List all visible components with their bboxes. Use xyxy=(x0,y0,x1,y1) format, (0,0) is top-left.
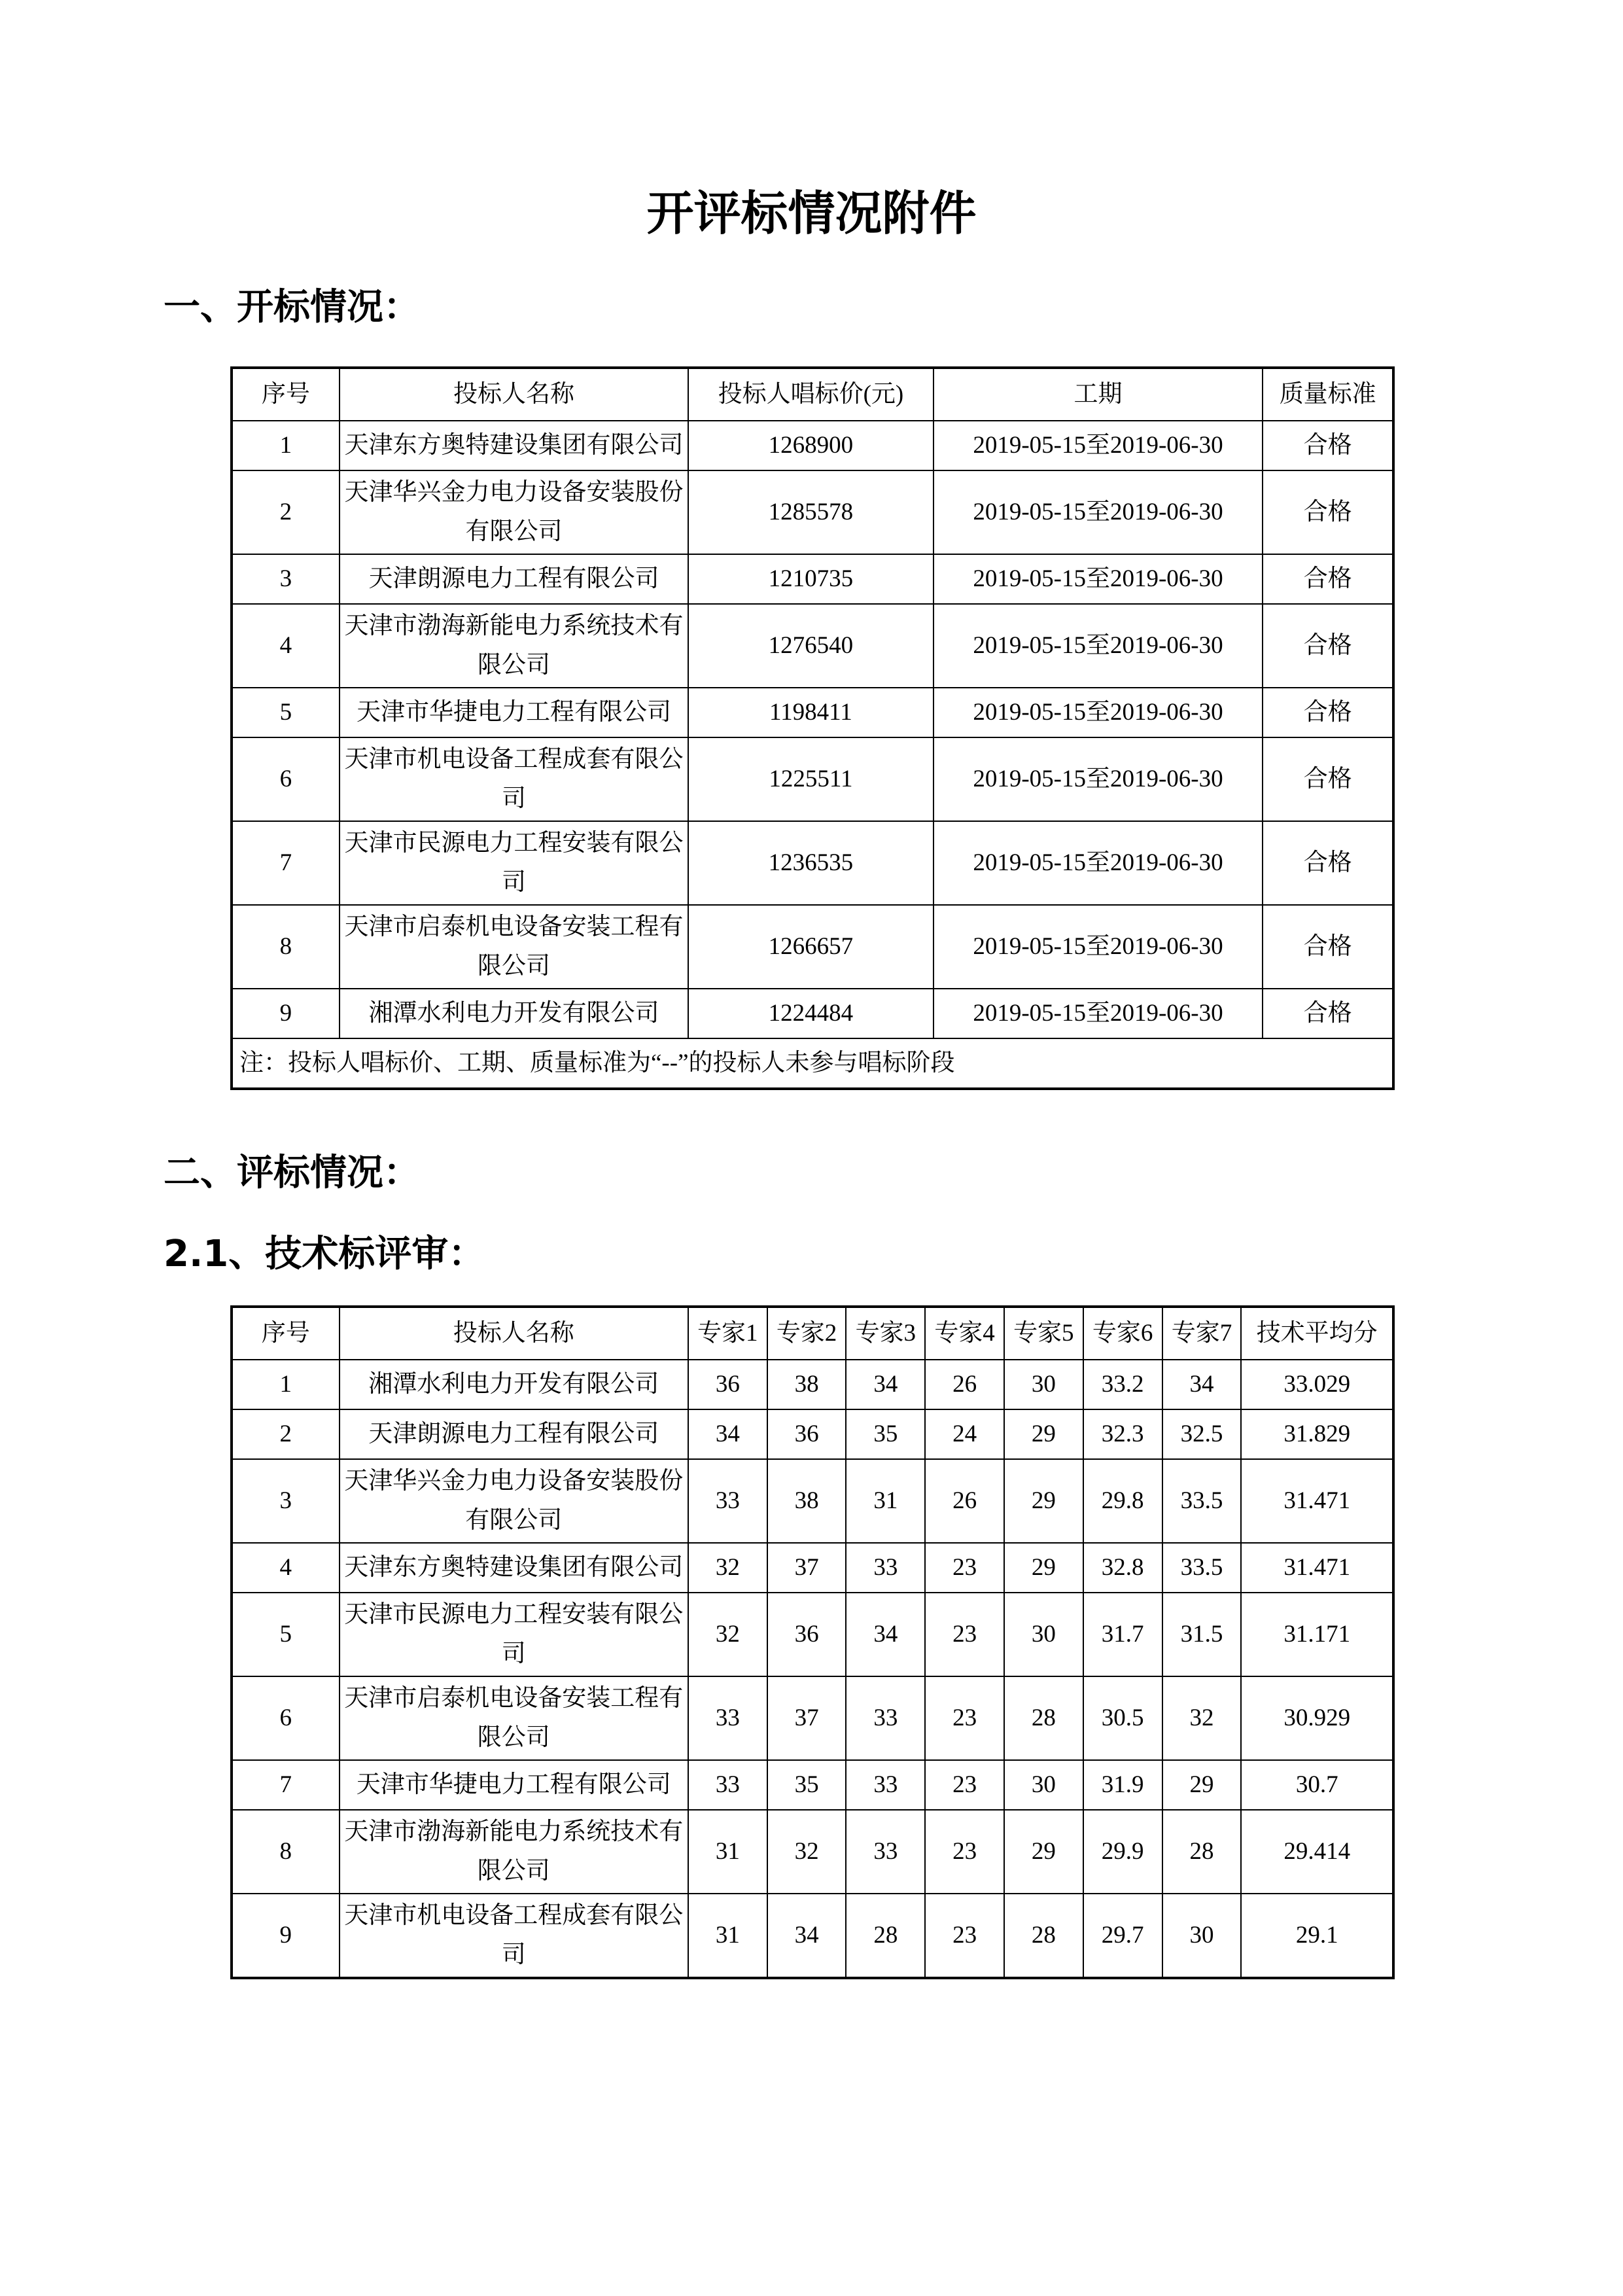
quality-cell: 合格 xyxy=(1263,554,1393,604)
table-row xyxy=(232,421,1393,470)
score-cell: 33 xyxy=(846,1543,925,1593)
header-cell: 专家3 xyxy=(846,1307,925,1360)
header-cell: 专家7 xyxy=(1162,1307,1242,1360)
score-cell: 31 xyxy=(688,1894,767,1978)
score-cell: 23 xyxy=(925,1676,1004,1760)
score-cell: 23 xyxy=(925,1593,1004,1676)
table-note-row xyxy=(232,1038,1393,1089)
bidder-name-cell: 天津东方奥特建设集团有限公司 xyxy=(340,421,689,470)
table-row xyxy=(232,1760,1393,1810)
header-cell: 序号 xyxy=(232,1307,340,1360)
header-cell: 专家1 xyxy=(688,1307,767,1360)
table-row xyxy=(232,1810,1393,1894)
quality-cell: 合格 xyxy=(1263,989,1393,1038)
average-score-cell: 31.471 xyxy=(1241,1543,1393,1593)
score-cell: 34 xyxy=(688,1409,767,1459)
period-cell: 2019-05-15至2019-06-30 xyxy=(934,470,1263,554)
score-cell: 30 xyxy=(1162,1894,1242,1978)
score-cell: 34 xyxy=(846,1593,925,1676)
score-cell: 28 xyxy=(1004,1894,1083,1978)
bidder-name-cell: 天津市民源电力工程安装有限公司 xyxy=(340,1593,688,1676)
table-row xyxy=(232,1676,1393,1760)
seq-cell: 4 xyxy=(232,1543,340,1593)
score-cell: 35 xyxy=(767,1760,846,1810)
table-row xyxy=(232,604,1393,688)
table-header-row xyxy=(232,368,1393,421)
header-cell: 投标人名称 xyxy=(340,1307,688,1360)
section-heading-technical-review: 2.1、技术标评审： xyxy=(164,1233,485,1275)
section-heading-bid-opening: 一、开标情况： xyxy=(164,286,420,328)
period-cell: 2019-05-15至2019-06-30 xyxy=(934,821,1263,905)
quality-cell: 合格 xyxy=(1263,737,1393,821)
header-cell: 投标人唱标价(元) xyxy=(688,368,933,421)
score-cell: 36 xyxy=(767,1593,846,1676)
bid-price-cell: 1285578 xyxy=(688,470,933,554)
bidder-name-cell: 天津朗源电力工程有限公司 xyxy=(340,554,689,604)
header-cell: 技术平均分 xyxy=(1241,1307,1393,1360)
average-score-cell: 29.414 xyxy=(1241,1810,1393,1894)
seq-cell: 9 xyxy=(232,989,340,1038)
score-cell: 29 xyxy=(1004,1543,1083,1593)
score-cell: 32 xyxy=(767,1810,846,1894)
bidder-name-cell: 天津市民源电力工程安装有限公司 xyxy=(340,821,689,905)
score-cell: 31 xyxy=(846,1459,925,1543)
bidder-name-cell: 天津华兴金力电力设备安装股份有限公司 xyxy=(340,1459,688,1543)
header-cell: 专家5 xyxy=(1004,1307,1083,1360)
score-cell: 30 xyxy=(1004,1360,1083,1409)
score-cell: 26 xyxy=(925,1360,1004,1409)
score-cell: 29.8 xyxy=(1083,1459,1162,1543)
bid-price-cell: 1268900 xyxy=(688,421,933,470)
score-cell: 36 xyxy=(767,1409,846,1459)
header-cell: 序号 xyxy=(232,368,340,421)
score-cell: 31.5 xyxy=(1162,1593,1242,1676)
score-cell: 38 xyxy=(767,1360,846,1409)
section-heading-evaluation: 二、评标情况： xyxy=(164,1152,420,1194)
table-row xyxy=(232,554,1393,604)
quality-cell: 合格 xyxy=(1263,470,1393,554)
seq-cell: 2 xyxy=(232,470,340,554)
bid-price-cell: 1236535 xyxy=(688,821,933,905)
average-score-cell: 31.829 xyxy=(1241,1409,1393,1459)
header-cell: 工期 xyxy=(934,368,1263,421)
period-cell: 2019-05-15至2019-06-30 xyxy=(934,905,1263,989)
average-score-cell: 31.171 xyxy=(1241,1593,1393,1676)
score-cell: 28 xyxy=(1004,1676,1083,1760)
score-cell: 37 xyxy=(767,1543,846,1593)
table-row xyxy=(232,688,1393,737)
score-cell: 29 xyxy=(1162,1760,1242,1810)
score-cell: 30 xyxy=(1004,1593,1083,1676)
period-cell: 2019-05-15至2019-06-30 xyxy=(934,554,1263,604)
score-cell: 32 xyxy=(1162,1676,1242,1760)
score-cell: 32.8 xyxy=(1083,1543,1162,1593)
score-cell: 33.5 xyxy=(1162,1543,1242,1593)
technical-review-table xyxy=(230,1305,1395,1979)
table-header-row xyxy=(232,1307,1393,1360)
score-cell: 33.5 xyxy=(1162,1459,1242,1543)
seq-cell: 6 xyxy=(232,1676,340,1760)
score-cell: 37 xyxy=(767,1676,846,1760)
bidder-name-cell: 湘潭水利电力开发有限公司 xyxy=(340,1360,688,1409)
header-cell: 投标人名称 xyxy=(340,368,689,421)
seq-cell: 7 xyxy=(232,1760,340,1810)
score-cell: 28 xyxy=(846,1894,925,1978)
seq-cell: 8 xyxy=(232,1810,340,1894)
table-row xyxy=(232,1593,1393,1676)
seq-cell: 3 xyxy=(232,554,340,604)
header-cell: 专家6 xyxy=(1083,1307,1162,1360)
seq-cell: 5 xyxy=(232,1593,340,1676)
seq-cell: 1 xyxy=(232,1360,340,1409)
score-cell: 35 xyxy=(846,1409,925,1459)
bidder-name-cell: 天津市机电设备工程成套有限公司 xyxy=(340,737,689,821)
score-cell: 29 xyxy=(1004,1810,1083,1894)
bidder-name-cell: 天津市渤海新能电力系统技术有限公司 xyxy=(340,1810,688,1894)
seq-cell: 4 xyxy=(232,604,340,688)
header-cell: 质量标准 xyxy=(1263,368,1393,421)
table-row xyxy=(232,821,1393,905)
period-cell: 2019-05-15至2019-06-30 xyxy=(934,604,1263,688)
score-cell: 33 xyxy=(688,1676,767,1760)
bid-price-cell: 1224484 xyxy=(688,989,933,1038)
table-row xyxy=(232,1543,1393,1593)
table-row xyxy=(232,737,1393,821)
score-cell: 32 xyxy=(688,1593,767,1676)
score-cell: 33 xyxy=(846,1810,925,1894)
seq-cell: 2 xyxy=(232,1409,340,1459)
average-score-cell: 33.029 xyxy=(1241,1360,1393,1409)
table-row xyxy=(232,1360,1393,1409)
bid-price-cell: 1198411 xyxy=(688,688,933,737)
quality-cell: 合格 xyxy=(1263,821,1393,905)
bidder-name-cell: 天津市华捷电力工程有限公司 xyxy=(340,688,689,737)
score-cell: 29.9 xyxy=(1083,1810,1162,1894)
seq-cell: 5 xyxy=(232,688,340,737)
score-cell: 23 xyxy=(925,1894,1004,1978)
score-cell: 36 xyxy=(688,1360,767,1409)
table-row xyxy=(232,1459,1393,1543)
bidder-name-cell: 天津朗源电力工程有限公司 xyxy=(340,1409,688,1459)
page-title: 开评标情况附件 xyxy=(646,186,977,241)
score-cell: 29 xyxy=(1004,1459,1083,1543)
score-cell: 34 xyxy=(767,1894,846,1978)
seq-cell: 6 xyxy=(232,737,340,821)
score-cell: 30.5 xyxy=(1083,1676,1162,1760)
score-cell: 32 xyxy=(688,1543,767,1593)
seq-cell: 3 xyxy=(232,1459,340,1543)
bid-price-cell: 1276540 xyxy=(688,604,933,688)
bidder-name-cell: 天津市启泰机电设备安装工程有限公司 xyxy=(340,1676,688,1760)
quality-cell: 合格 xyxy=(1263,421,1393,470)
average-score-cell: 30.7 xyxy=(1241,1760,1393,1810)
score-cell: 26 xyxy=(925,1459,1004,1543)
table-row xyxy=(232,470,1393,554)
score-cell: 31 xyxy=(688,1810,767,1894)
quality-cell: 合格 xyxy=(1263,688,1393,737)
score-cell: 33 xyxy=(846,1760,925,1810)
header-cell: 专家2 xyxy=(767,1307,846,1360)
bid-price-cell: 1225511 xyxy=(688,737,933,821)
table-note: 注：投标人唱标价、工期、质量标准为“--”的投标人未参与唱标阶段 xyxy=(232,1038,1393,1089)
period-cell: 2019-05-15至2019-06-30 xyxy=(934,737,1263,821)
seq-cell: 7 xyxy=(232,821,340,905)
score-cell: 31.9 xyxy=(1083,1760,1162,1810)
header-cell: 专家4 xyxy=(925,1307,1004,1360)
score-cell: 33.2 xyxy=(1083,1360,1162,1409)
quality-cell: 合格 xyxy=(1263,905,1393,989)
score-cell: 29.7 xyxy=(1083,1894,1162,1978)
score-cell: 32.3 xyxy=(1083,1409,1162,1459)
quality-cell: 合格 xyxy=(1263,604,1393,688)
score-cell: 38 xyxy=(767,1459,846,1543)
period-cell: 2019-05-15至2019-06-30 xyxy=(934,421,1263,470)
table-row xyxy=(232,1409,1393,1459)
score-cell: 32.5 xyxy=(1162,1409,1242,1459)
score-cell: 34 xyxy=(846,1360,925,1409)
period-cell: 2019-05-15至2019-06-30 xyxy=(934,989,1263,1038)
bid-opening-table xyxy=(230,366,1395,1090)
score-cell: 23 xyxy=(925,1543,1004,1593)
seq-cell: 9 xyxy=(232,1894,340,1978)
bidder-name-cell: 天津市启泰机电设备安装工程有限公司 xyxy=(340,905,689,989)
score-cell: 33 xyxy=(846,1676,925,1760)
seq-cell: 8 xyxy=(232,905,340,989)
score-cell: 33 xyxy=(688,1760,767,1810)
table-row xyxy=(232,989,1393,1038)
bidder-name-cell: 天津市华捷电力工程有限公司 xyxy=(340,1760,688,1810)
bid-price-cell: 1210735 xyxy=(688,554,933,604)
average-score-cell: 30.929 xyxy=(1241,1676,1393,1760)
bidder-name-cell: 天津东方奥特建设集团有限公司 xyxy=(340,1543,688,1593)
average-score-cell: 31.471 xyxy=(1241,1459,1393,1543)
score-cell: 28 xyxy=(1162,1810,1242,1894)
bidder-name-cell: 天津华兴金力电力设备安装股份有限公司 xyxy=(340,470,689,554)
score-cell: 30 xyxy=(1004,1760,1083,1810)
period-cell: 2019-05-15至2019-06-30 xyxy=(934,688,1263,737)
score-cell: 23 xyxy=(925,1760,1004,1810)
table-row xyxy=(232,905,1393,989)
bidder-name-cell: 天津市渤海新能电力系统技术有限公司 xyxy=(340,604,689,688)
score-cell: 33 xyxy=(688,1459,767,1543)
score-cell: 29 xyxy=(1004,1409,1083,1459)
table-row xyxy=(232,1894,1393,1978)
score-cell: 34 xyxy=(1162,1360,1242,1409)
score-cell: 31.7 xyxy=(1083,1593,1162,1676)
seq-cell: 1 xyxy=(232,421,340,470)
bidder-name-cell: 湘潭水利电力开发有限公司 xyxy=(340,989,689,1038)
bidder-name-cell: 天津市机电设备工程成套有限公司 xyxy=(340,1894,688,1978)
score-cell: 23 xyxy=(925,1810,1004,1894)
bid-price-cell: 1266657 xyxy=(688,905,933,989)
score-cell: 24 xyxy=(925,1409,1004,1459)
average-score-cell: 29.1 xyxy=(1241,1894,1393,1978)
